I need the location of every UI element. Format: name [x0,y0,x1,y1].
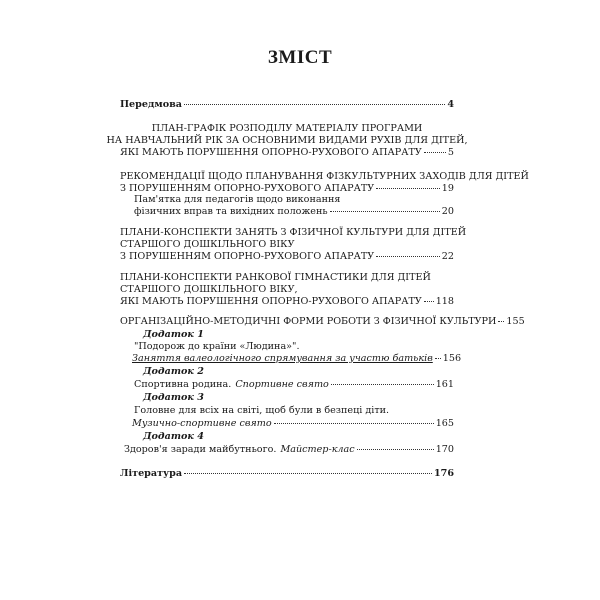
dot-leader [184,104,445,105]
toc-entry-subtitle: Спортивне свято [235,379,329,390]
dot-leader [376,188,440,189]
appendix-label [143,329,454,341]
dot-leader [184,473,432,474]
toc-page-number: 19 [441,183,454,194]
toc-entry-line [134,194,454,206]
toc-entry-preface [120,99,454,111]
toc-page-number: 155 [506,316,525,327]
dot-leader [424,301,434,302]
toc-entry-title: ПЛАНИ-КОНСПЕКТИ ЗАНЯТЬ З ФІЗИЧНОЇ КУЛЬТУРИ ДЛЯ ДІТЕЙ [120,227,467,238]
toc-entry-title: З ПОРУШЕННЯМ ОПОРНО-РУХОВОГО АПАРАТУ [120,251,375,262]
toc-entry-morning-gymnastics [120,296,454,308]
appendix-label-text: Додаток 1 [143,329,204,340]
appendix-label-text: Додаток 2 [143,366,204,377]
page-title: ЗМІСТ [267,47,333,68]
toc-entry-title: "Подорож до країни «Людина»". [134,341,300,352]
toc-page-number: 170 [435,444,454,455]
toc-entry-line [120,123,454,135]
toc-entry-title: ПЛАНИ-КОНСПЕКТИ РАНКОВОЇ ГІМНАСТИКИ ДЛЯ ДІТЕЙ [120,272,431,283]
toc-entry-title: Передмова [120,99,182,110]
dot-leader [274,423,434,424]
dot-leader [435,358,441,359]
toc-entry-literature [120,468,454,480]
toc-entry-memo [134,206,454,218]
toc-page-number: 20 [441,206,454,217]
toc-entry-line [134,341,454,353]
toc-entry-organizational-forms [120,316,525,328]
dot-leader [357,449,434,450]
toc-entry-title: Спортивна родина. [134,379,232,390]
appendix-label [143,392,454,404]
toc-entry-title: СТАРШОГО ДОШКІЛЬНОГО ВІКУ, [120,284,298,295]
toc-entry-appendix-3 [132,418,454,430]
toc-entry-line [120,239,454,251]
toc-page-number: 4 [447,99,454,110]
appendix-label [143,431,454,443]
toc-entry-line [120,171,529,183]
toc-entry-title: фізичних вправ та вихідних положень [134,206,328,217]
appendix-label-text: Додаток 3 [143,392,204,403]
toc-entry-subtitle: Музично-спортивне свято [132,418,272,429]
toc-entry-title: ОРГАНІЗАЦІЙНО-МЕТОДИЧНІ ФОРМИ РОБОТИ З ФІЗИЧНОЇ КУЛЬТУРИ [120,316,497,327]
appendix-label-text: Додаток 4 [143,431,204,442]
toc-entry-line [134,405,454,417]
toc-page-number: 118 [435,296,454,307]
toc-page-number: 22 [441,251,454,262]
dot-leader [424,152,446,153]
toc-entry-title: НА НАВЧАЛЬНИЙ РІК ЗА ОСНОВНИМИ ВИДАМИ РУХІВ ДЛЯ ДІТЕЙ, [106,135,468,146]
dot-leader [330,211,440,212]
toc-entry-subtitle: Майстер-клас [280,444,355,455]
toc-entry-appendix-2 [134,379,454,391]
toc-page-number: 161 [435,379,454,390]
dot-leader [498,321,504,322]
toc-entry-title: Здоров'я заради майбутнього. [124,444,277,455]
toc-entry-line [106,135,468,147]
toc-entry-line [120,272,454,284]
toc-entry-appendix-4 [124,444,454,456]
toc-entry-appendix-1 [132,353,462,365]
toc-entry-title: ЯКІ МАЮТЬ ПОРУШЕННЯ ОПОРНО-РУХОВОГО АПАРАТУ [120,296,422,307]
toc-entry-title: РЕКОМЕНДАЦІЇ ЩОДО ПЛАНУВАННЯ ФІЗКУЛЬТУРНИХ ЗАХОДІВ ДЛЯ ДІТЕЙ [120,171,529,182]
dot-leader [331,384,434,385]
toc-entry-line [120,227,467,239]
toc-page-number: 165 [435,418,454,429]
toc-page-number: 176 [433,468,454,479]
toc-entry-title: Література [120,468,183,479]
toc-entry-line [120,284,454,296]
dot-leader [376,256,440,257]
toc-entry-plan-graph [120,147,454,159]
toc-entry-title: ПЛАН-ГРАФІК РОЗПОДІЛУ МАТЕРІАЛУ ПРОГРАМИ [151,123,423,134]
toc-entry-title: Пам'ятка для педагогів щодо виконання [134,194,341,205]
toc-entry-title: СТАРШОГО ДОШКІЛЬНОГО ВІКУ [120,239,295,250]
toc-entry-lesson-plans [120,251,454,263]
toc-entry-subtitle: Заняття валеологічного спрямування за участю батьків [132,353,433,364]
toc-page-number: 156 [442,353,462,364]
toc-page-number: 5 [447,147,454,158]
appendix-label [143,366,454,378]
toc-entry-title: Головне для всіх на світі, щоб були в безпеці діти. [134,405,390,416]
toc-entry-title: З ПОРУШЕННЯМ ОПОРНО-РУХОВОГО АПАРАТУ [120,183,375,194]
toc-entry-title: ЯКІ МАЮТЬ ПОРУШЕННЯ ОПОРНО-РУХОВОГО АПАРАТУ [120,147,422,158]
